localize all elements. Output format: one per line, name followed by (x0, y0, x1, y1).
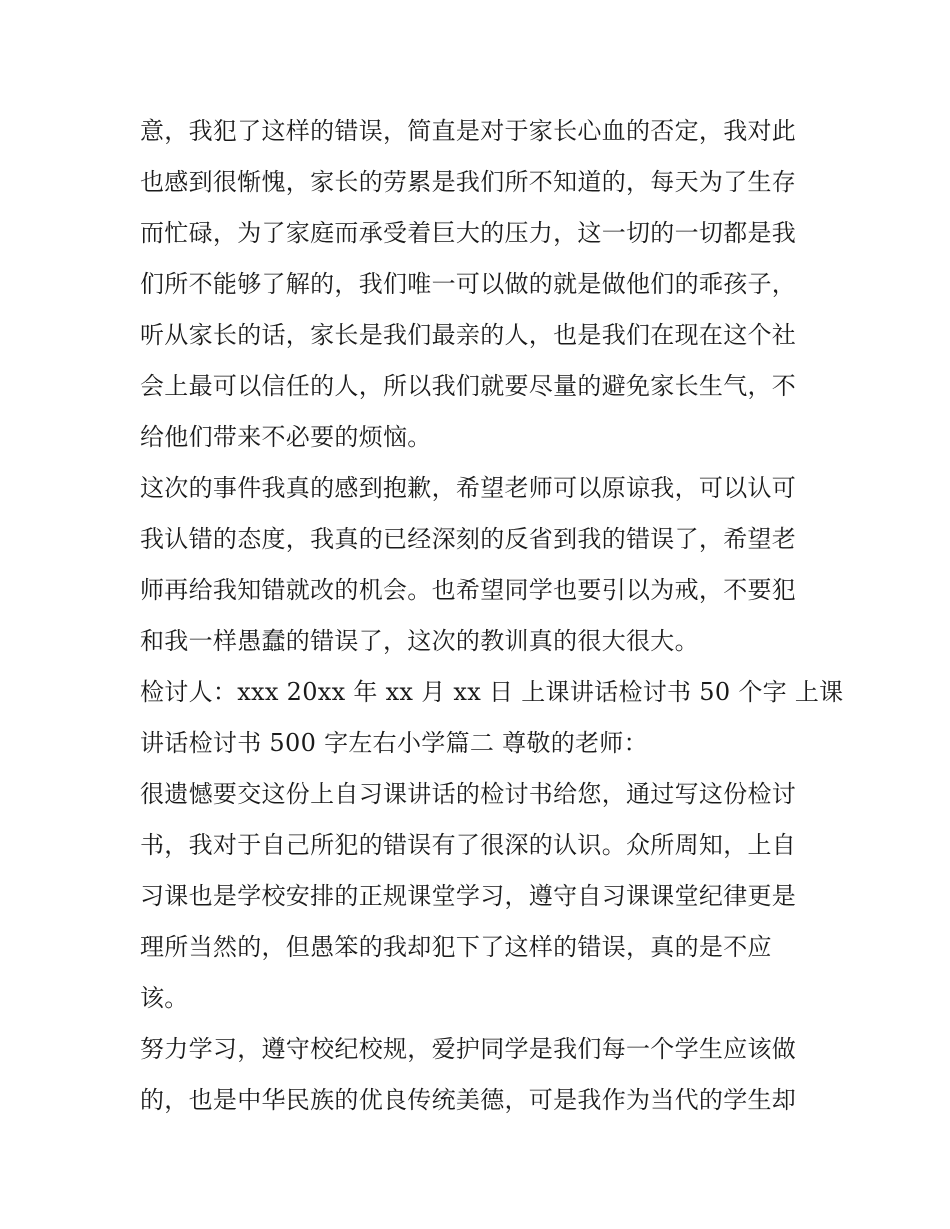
document-body (140, 106, 844, 1126)
text-line: 很遗憾要交这份上自习课讲话的检讨书给您，通过写这份检讨 (140, 780, 797, 808)
text-line: 的，也是中华民族的优良传统美德，可是我作为当代的学生却 (140, 1086, 797, 1114)
text-line: 们所不能够了解的，我们唯一可以做的就是做他们的乖孩子， (140, 270, 797, 298)
text-line: 我认错的态度，我真的已经深刻的反省到我的错误了，希望老 (140, 525, 797, 553)
text-line: 而忙碌，为了家庭而承受着巨大的压力，这一切的一切都是我 (140, 219, 797, 247)
text-line: 也感到很惭愧，家长的劳累是我们所不知道的，每天为了生存 (140, 168, 797, 196)
text-line: 这次的事件我真的感到抱歉，希望老师可以原谅我，可以认可 (140, 474, 797, 502)
text-line: 师再给我知错就改的机会。也希望同学也要引以为戒，不要犯 (140, 576, 797, 604)
text-line: 理所当然的，但愚笨的我却犯下了这样的错误，真的是不应 (140, 933, 772, 961)
text-line: 书，我对于自己所犯的错误有了很深的认识。众所周知，上自 (140, 831, 797, 859)
text-line: 努力学习，遵守校纪校规，爱护同学是我们每一个学生应该做 (140, 1035, 797, 1063)
text-line: 和我一样愚蠢的错误了，这次的教训真的很大很大。 (140, 627, 699, 655)
text-line: 习课也是学校安排的正规课堂学习，遵守自习课课堂纪律更是 (140, 882, 797, 910)
text-line: 意，我犯了这样的错误，简直是对于家长心血的否定，我对此 (140, 117, 797, 145)
text-line: 会上最可以信任的人，所以我们就要尽量的避免家长生气，不 (140, 372, 797, 400)
text-line: 该。 (140, 984, 189, 1012)
text-line: 听从家长的话，家长是我们最亲的人，也是我们在现在这个社 (140, 321, 797, 349)
text-line: 讲话检讨书 500 字左右小学篇二 尊敬的老师： (140, 729, 648, 757)
text-line: 检讨人：xxx 20xx 年 xx 月 xx 日 上课讲话检讨书 50 个字 上课 (140, 678, 844, 706)
text-line: 给他们带来不必要的烦恼。 (140, 423, 432, 451)
